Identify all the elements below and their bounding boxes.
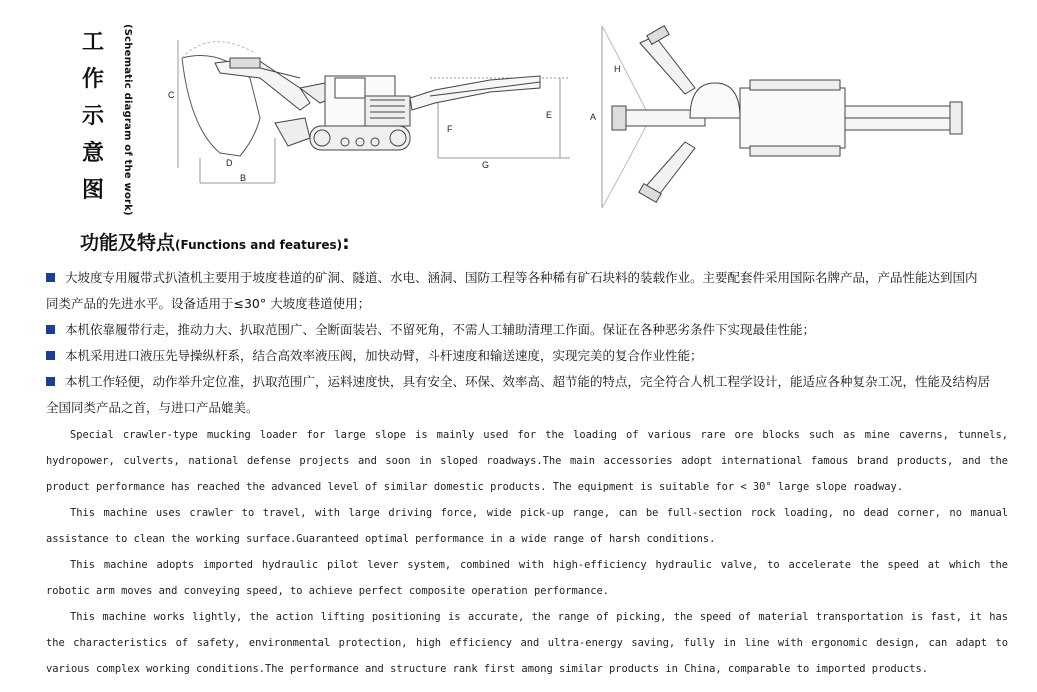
- bullet-text: 本机采用进口液压先导操纵杆系，结合高效率液压阀，加快动臂，斗杆速度和输送速度，实现完美的复合作业性能；: [65, 348, 703, 363]
- title-char: 图: [81, 178, 104, 203]
- english-text: This machine works lightly, the action lifting positioning is accurate, the range of picking, the speed of material transportation is fast, it has the characteristics of safety, environmental protection, high efficiency and ultra-energy saving, fully in line with ergonomic design, can adapt to various complex working conditions.The performance and structure rank first among similar products in China, comparable to imported products.: [46, 611, 1008, 675]
- dim-label: A: [590, 112, 597, 122]
- dim-label: F: [447, 124, 453, 134]
- bullet-square-icon: [46, 273, 55, 282]
- top-view-diagram: [590, 18, 980, 218]
- dim-label: H: [614, 64, 621, 74]
- dim-label: E: [546, 110, 553, 120]
- bullet-text: 大坡度专用履带式扒渣机主要用于坡度巷道的矿洞、隧道、水电、涵洞、国防工程等各种稀有矿石块料的装载作业。主要配套件采用国际名牌产品，产品性能达到国内: [65, 270, 978, 285]
- english-text: Special crawler-type mucking loader for large slope is mainly used for the loading of various rare ore blocks such as mine caverns, tunnels, hydropower, culverts, national defense projects and soon in sloped roadways.The main accessories adopt international famous brand products, and the product performance has reached the advanced level of similar domestic products. The equipment is suitable for < 30° large slope roadway.: [46, 429, 1008, 493]
- feature-bullet: [46, 369, 1006, 421]
- heading-zh: 功能及特点: [80, 232, 176, 254]
- heading-en: (Functions and features): [175, 238, 343, 252]
- dim-label: C: [168, 90, 175, 100]
- english-paragraph: [46, 552, 1008, 604]
- section-heading: [80, 228, 350, 255]
- bullet-text-cont: 同类产品的先进水平。设备适用于≤30° 大坡度巷道使用；: [46, 296, 371, 311]
- title-char: 作: [81, 67, 104, 92]
- english-text: This machine adopts imported hydraulic pilot lever system, combined with high-efficiency hydraulic valve, to accelerate the speed at which the robotic arm moves and conveying speed, to achieve perfect composite operation performance.: [46, 559, 1008, 597]
- english-text: This machine uses crawler to travel, with large driving force, wide pick-up range, can be full-section rock loading, no dead corner, no manual assistance to clean the working surface.Guaranteed optimal performance in a wide range of harsh conditions.: [46, 507, 1008, 545]
- title-char: 示: [81, 104, 104, 129]
- heading-colon: :: [342, 232, 350, 254]
- english-paragraph: [46, 604, 1008, 682]
- feature-bullet: [46, 343, 1006, 369]
- english-paragraph: [46, 500, 1008, 552]
- title-char: 意: [81, 141, 104, 166]
- dim-label: G: [482, 160, 490, 170]
- feature-bullet: [46, 317, 1006, 343]
- bullet-text: 本机工作轻便，动作举升定位准，扒取范围广，运料速度快，具有安全、环保、效率高、超节能的特点，完全符合人机工程学设计，能适应各种复杂工况，性能及结构居: [65, 374, 991, 389]
- side-view-diagram: [160, 18, 580, 193]
- bullet-square-icon: [46, 377, 55, 386]
- diagram-title-zh: [78, 30, 108, 215]
- bullet-square-icon: [46, 325, 55, 334]
- title-char: 工: [81, 30, 104, 55]
- english-paragraph: [46, 422, 1008, 500]
- dim-label: D: [226, 158, 233, 168]
- bullet-square-icon: [46, 351, 55, 360]
- dim-label: B: [240, 173, 247, 183]
- feature-bullet: [46, 265, 1006, 317]
- bullet-text-cont: 全国同类产品之首，与进口产品媲美。: [46, 400, 259, 415]
- bullet-text: 本机依靠履带行走，推动力大、扒取范围广、全断面装岩、不留死角，不需人工辅助清理工作面。保证在各种恶劣条件下实现最佳性能；: [65, 322, 816, 337]
- diagram-title-en: (Schematic diagram of the work): [122, 24, 133, 216]
